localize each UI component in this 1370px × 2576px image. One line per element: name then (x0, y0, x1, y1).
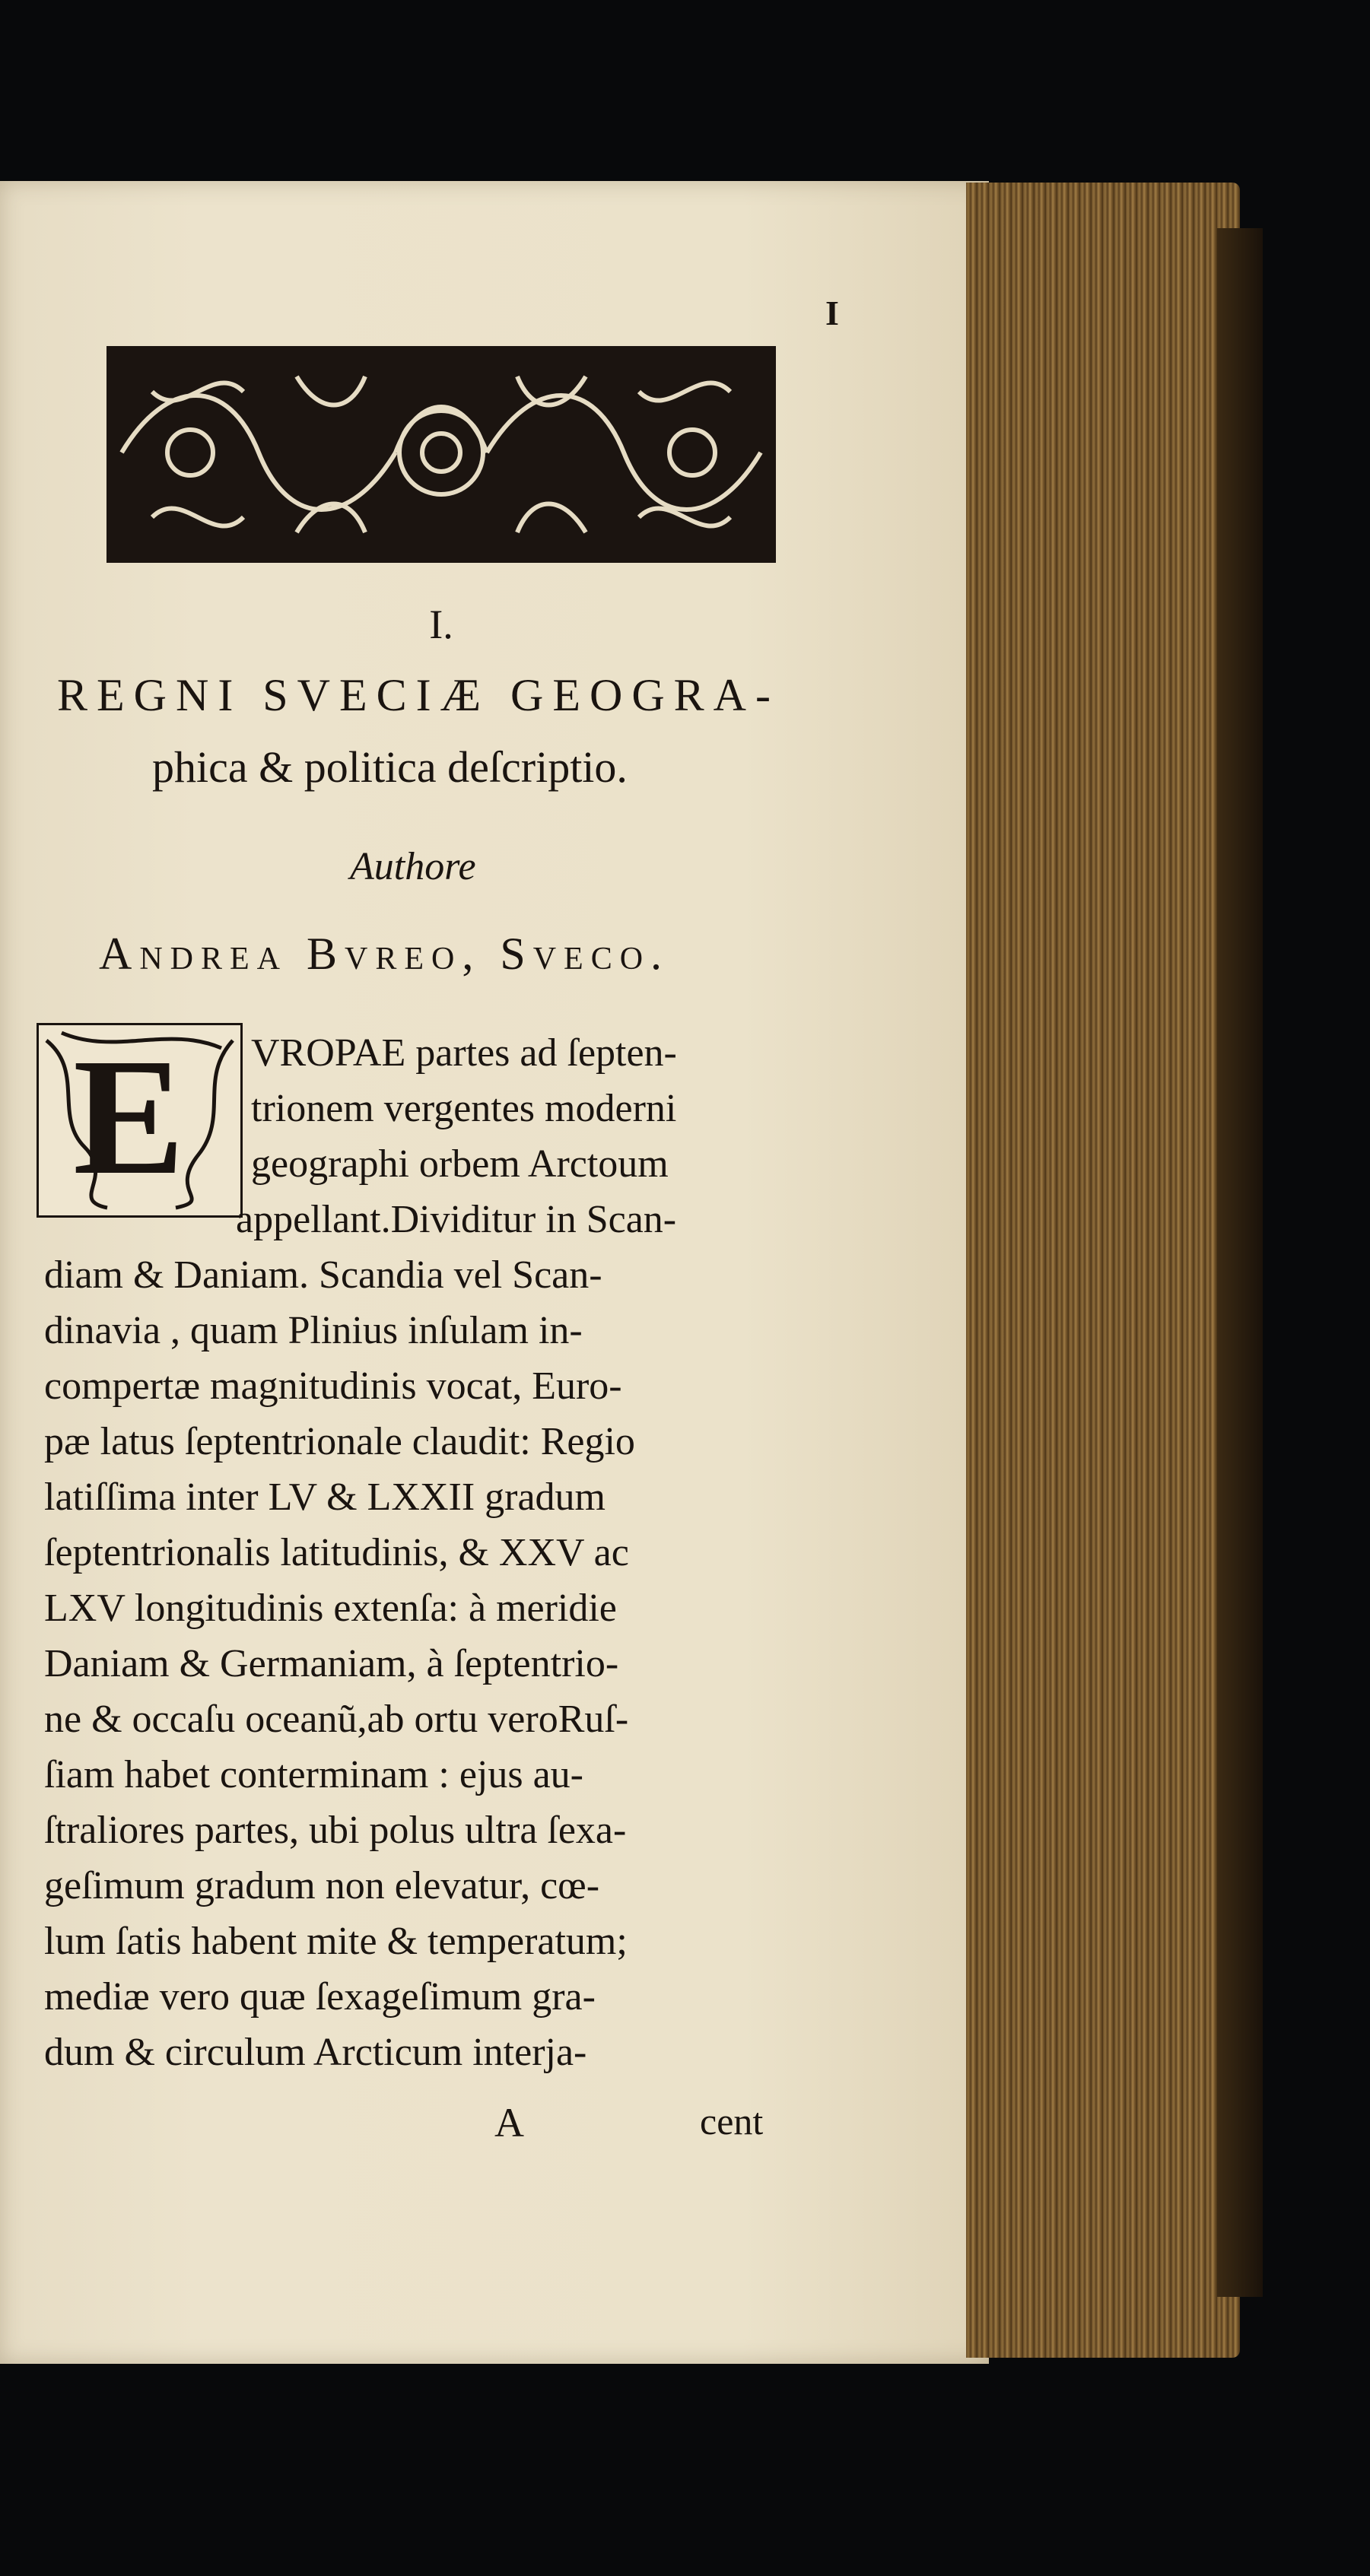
book-binding (1217, 228, 1263, 2297)
section-number: I. (429, 602, 453, 647)
text-line: Daniam & Germaniam, à ſeptentrio- (44, 1642, 619, 1685)
dropcap-letter: E (73, 1024, 185, 1209)
text-line: diam & Daniam. Scandia vel Scan- (44, 1253, 602, 1297)
text-line: geographi orbem Arctoum (251, 1142, 669, 1186)
text-line: lum ſatis habent mite & temperatum; (44, 1920, 628, 1963)
text-line: latiſſima inter LV & LXXII gradum (44, 1475, 606, 1519)
ornament-pattern (106, 346, 776, 563)
text-line: dum & circulum Arcticum interja- (44, 2031, 587, 2074)
text-line: ne & occaſu oceanũ,ab ortu veroRuſ- (44, 1698, 629, 1741)
page-edges (966, 183, 1240, 2358)
text-line: LXV longitudinis extenſa: à meridie (44, 1587, 617, 1630)
title-line-1: REGNI SVECIÆ GEOGRA- (57, 670, 780, 720)
text-line: mediæ vero quæ ſexageſimum gra- (44, 1975, 596, 2019)
text-line: pæ latus ſeptentrionale claudit: Regio (44, 1420, 635, 1463)
catchword: cent (700, 2100, 764, 2142)
author-name: Andrea Bvreo, Sveco. (99, 929, 670, 979)
text-line: ſtraliores partes, ubi polus ultra ſexa- (44, 1809, 627, 1852)
ornament-headpiece (106, 346, 776, 563)
text-line: appellant.Dividitur in Scan- (236, 1198, 677, 1241)
text-line: trionem vergentes moderni (251, 1087, 677, 1130)
text-line: ſiam habet conterminam : ejus au- (44, 1753, 583, 1796)
text-line: geſimum gradum non elevatur, cœ- (44, 1864, 600, 1907)
text-line: compertæ magnitudinis vocat, Euro- (44, 1364, 622, 1408)
title-line-2: phica & politica deſcriptio. (152, 742, 628, 792)
page-number: I (825, 294, 839, 332)
author-label: Authore (350, 845, 476, 888)
text-line: VROPAE partes ad ſepten- (251, 1031, 677, 1075)
dropcap-initial (37, 1023, 243, 1218)
text-line: ſeptentrionalis latitudinis, & XXV ac (44, 1531, 629, 1574)
signature-mark: A (494, 2100, 524, 2146)
text-line: dinavia , quam Plinius inſulam in- (44, 1309, 583, 1352)
